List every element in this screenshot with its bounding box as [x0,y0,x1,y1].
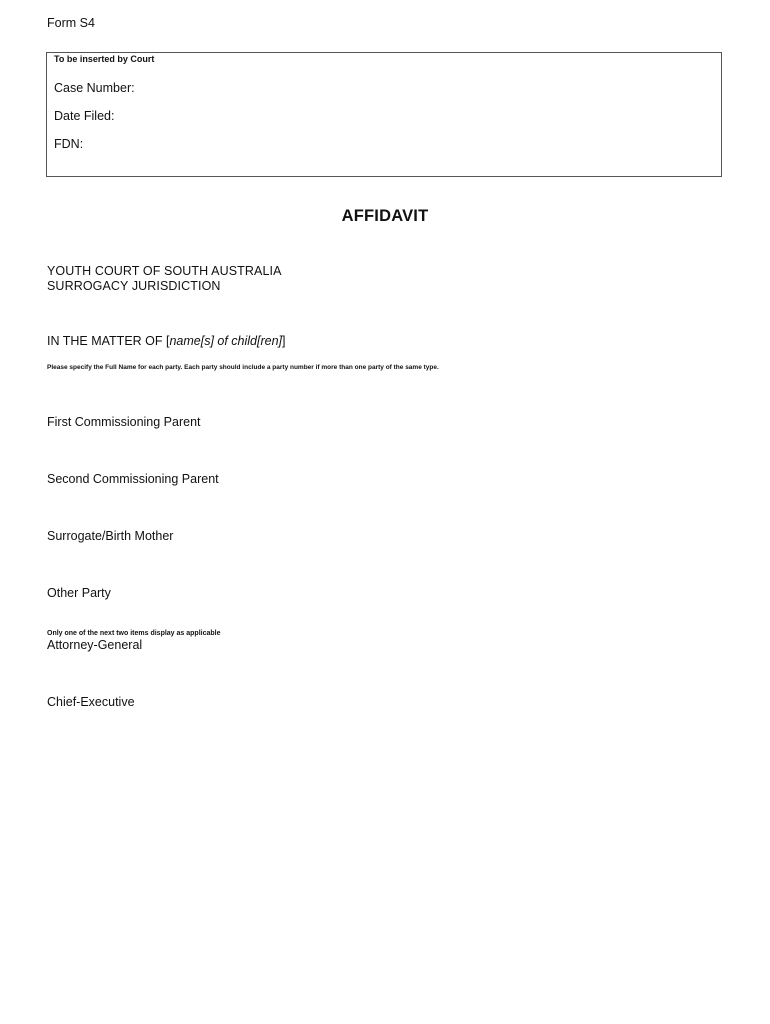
court-use-box [46,52,722,177]
matter-suffix: ] [282,334,286,348]
party-attorney-general: Attorney-General [47,638,143,652]
party-first-commissioning-parent: First Commissioning Parent [47,415,201,429]
document-title: AFFIDAVIT [341,207,429,225]
party-surrogate-birth-mother: Surrogate/Birth Mother [47,529,174,543]
party-chief-executive: Chief-Executive [47,695,135,709]
matter-child-placeholder: name[s] of child[ren] [169,334,283,348]
party-instruction: Please specify the Full Name for each party. Each party should include a party number if more than one party of the same type. [47,364,439,371]
jurisdiction-name: SURROGACY JURISDICTION [47,279,221,293]
party-second-commissioning-parent: Second Commissioning Parent [47,472,219,486]
court-box-heading: To be inserted by Court [54,54,155,64]
court-name: YOUTH COURT OF SOUTH AUSTRALIA [47,264,282,278]
matter-prefix: IN THE MATTER OF [ [47,334,170,348]
case-number-label: Case Number: [54,81,135,95]
date-filed-label: Date Filed: [54,109,115,123]
party-other: Other Party [47,586,111,600]
matter-line [47,334,286,348]
fdn-label: FDN: [54,137,84,151]
applicable-note: Only one of the next two items display as applicable [47,630,221,637]
form-label: Form S4 [47,16,95,30]
